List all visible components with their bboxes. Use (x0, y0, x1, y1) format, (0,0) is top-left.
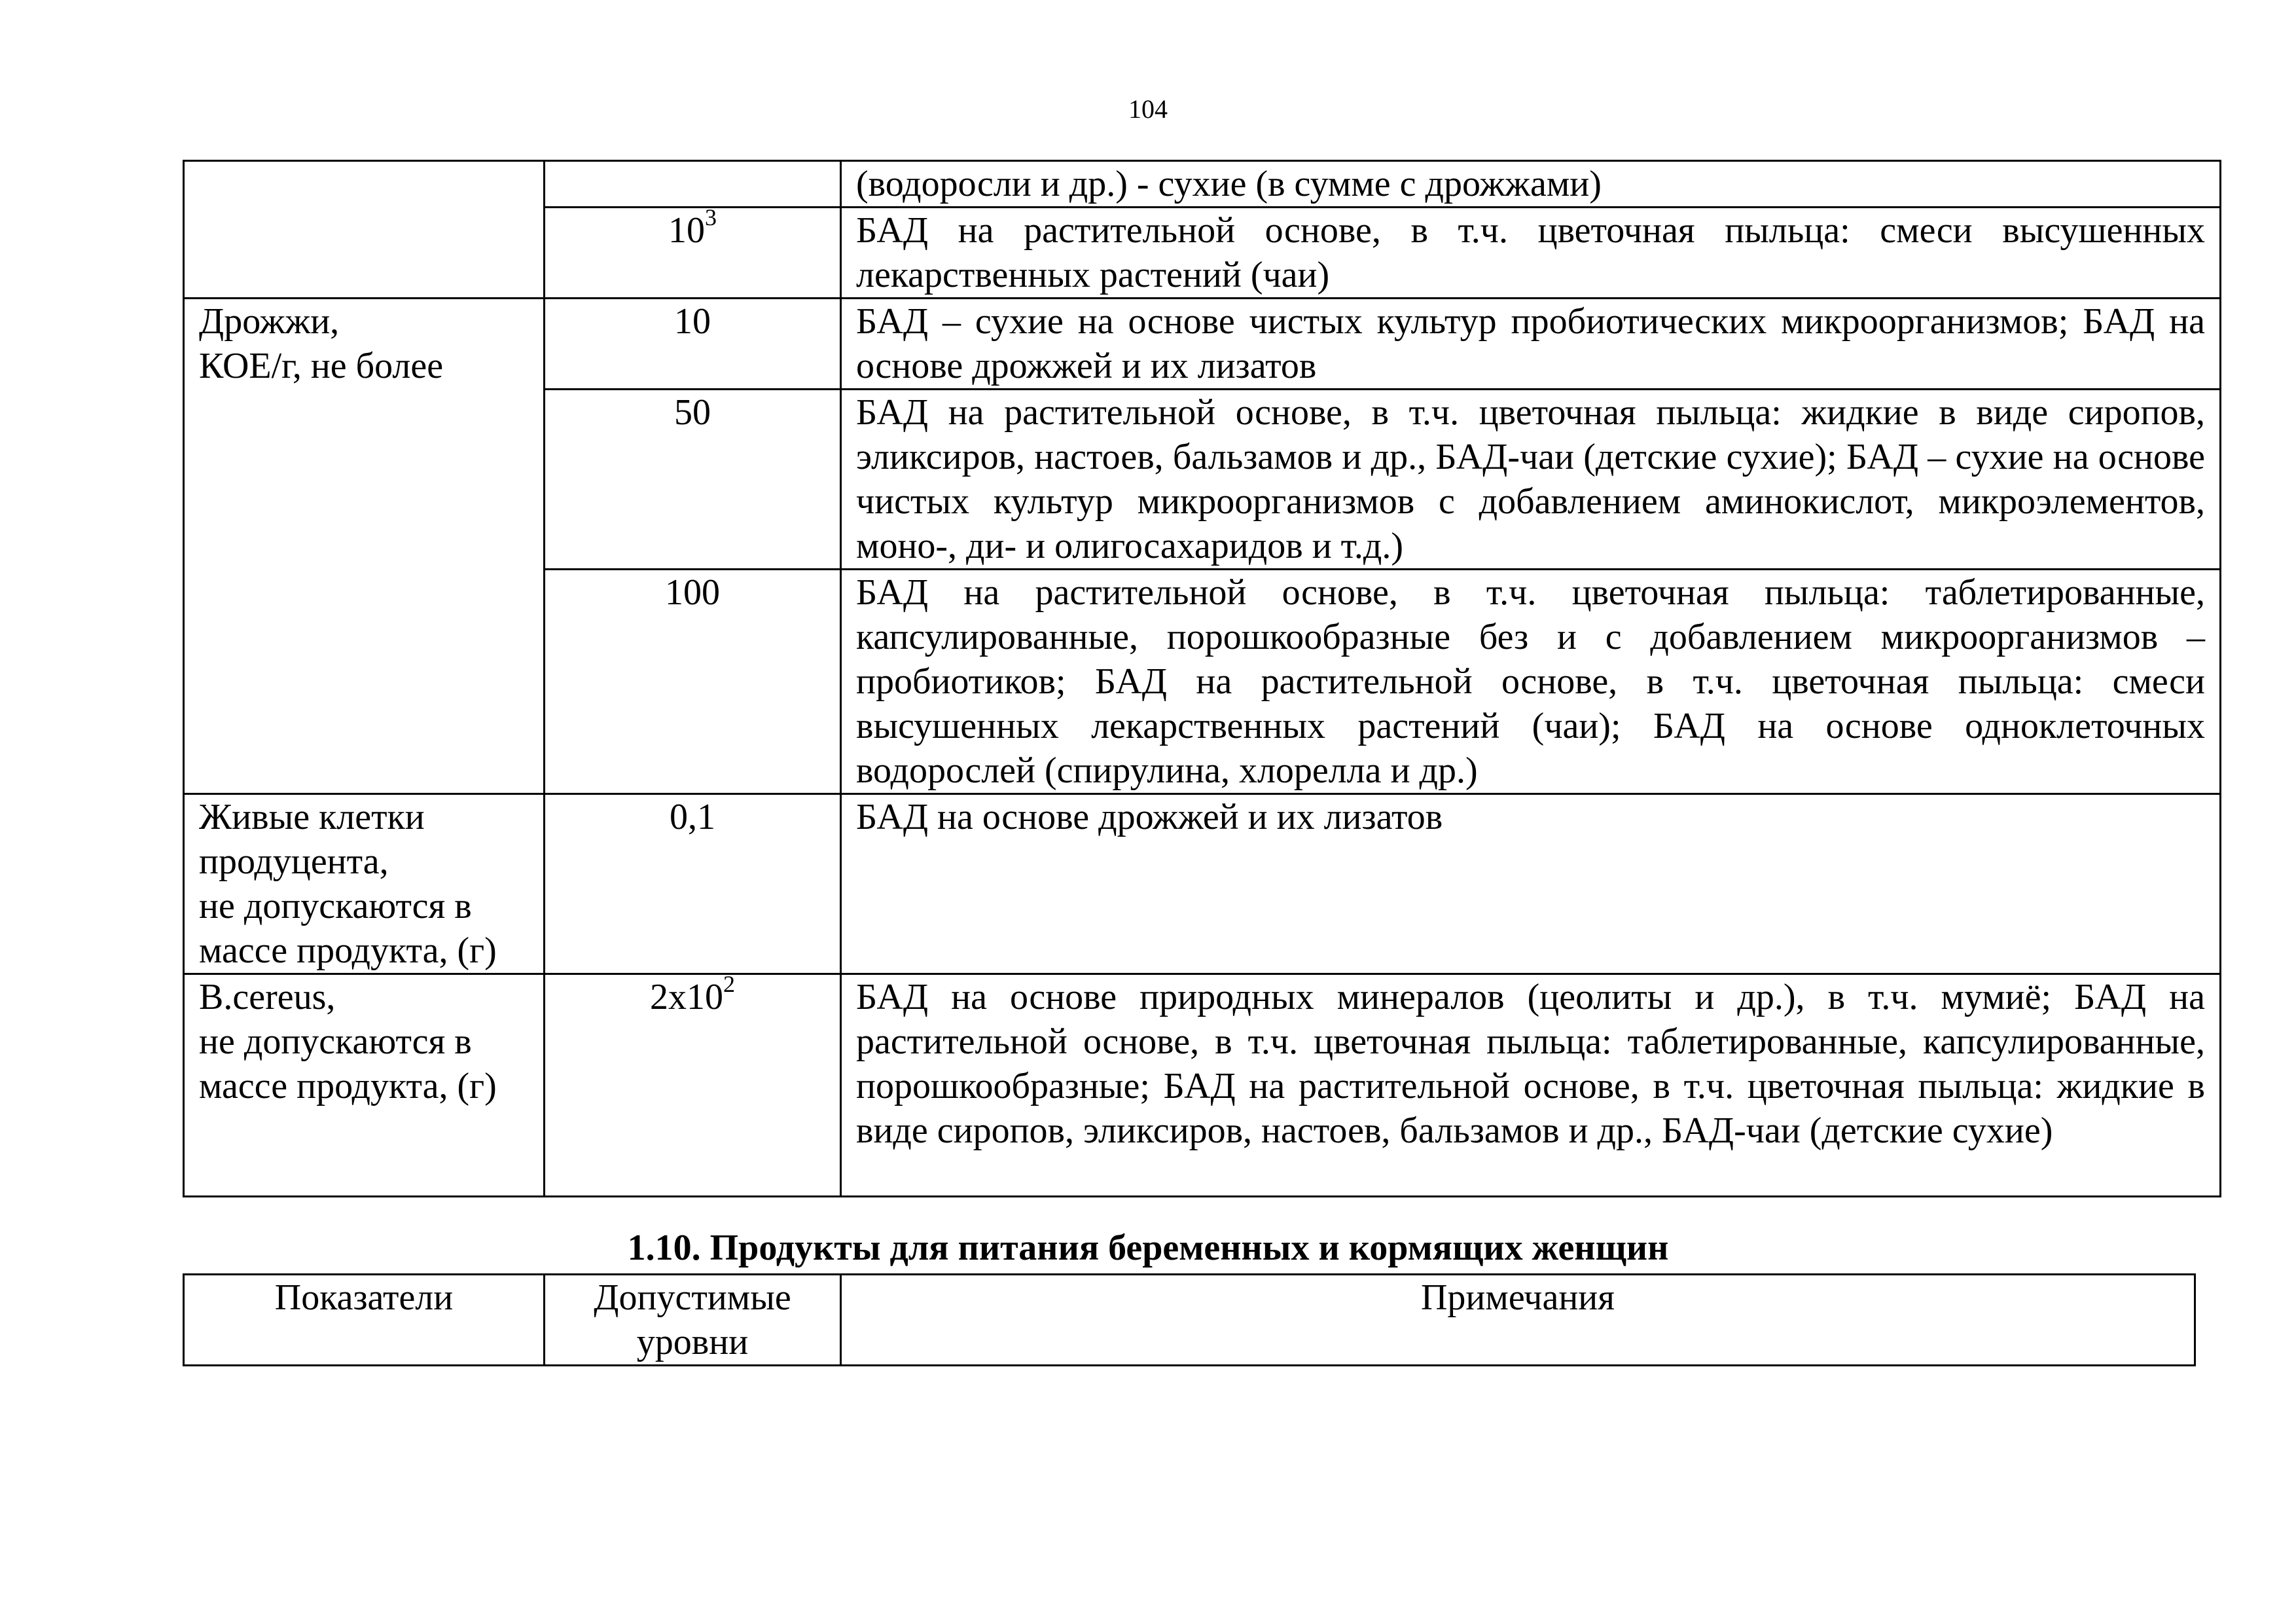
level-cell: 0,1 (545, 794, 841, 974)
level-cell (545, 971, 841, 1197)
table-row (184, 974, 2221, 1197)
section-title: 1.10. Продукты для питания беременных и кормящих женщин (627, 1228, 1669, 1268)
level-cell (545, 161, 841, 208)
note-cell: БАД – сухие на основе чистых культур пробиотических микроорганизмов; БАД на основе дрожжей и их лизатов (841, 299, 2221, 390)
table-row (184, 161, 2221, 208)
page-number: 104 (1128, 94, 1168, 124)
header-indicators: Показатели (184, 1275, 545, 1366)
level-cell: 50 (545, 390, 841, 570)
header-notes: Примечания (841, 1275, 2195, 1366)
indicator-cell: Живые клетки продуцента, не допускаются в массе продукта, (г) (184, 794, 545, 974)
indicator-cell: Дрожжи, КОЕ/г, не более (184, 299, 545, 794)
note-cell: (водоросли и др.) - сухие (в сумме с дрожжами) (841, 161, 2221, 208)
indicator-cell: B.cereus, не допускаются в массе продукта, (г) (184, 974, 545, 1197)
level-cell: 100 (545, 570, 841, 794)
level-value: 2х10 (650, 977, 723, 1017)
note-cell: БАД на основе дрожжей и их лизатов (841, 794, 2221, 974)
table-header-row (184, 1275, 2195, 1366)
note-cell: БАД на растительной основе, в т.ч. цветочная пыльца: жидкие в виде сиропов, эликсиров, настоев, бальзамов и др., БАД-чаи (детские сухие); БАД – сухие на основе чистых культур микроорганизмов с добавлением аминокислот, микроэлементов, моно-, ди- и олигосахаридов и т.д.) (841, 390, 2221, 570)
table-row (184, 299, 2221, 390)
note-cell: БАД на основе природных минералов (цеолиты и др.), в т.ч. мумиё; БАД на растительной основе, в т.ч. цветочная пыльца: таблетированные, капсулированные, порошкообразные; БАД на растительной основе, в т.ч. цветочная пыльца: жидкие в виде сиропов, эликсиров, настоев, бальзамов и др., БАД-чаи (детские сухие) (841, 974, 2221, 1197)
level-exponent: 2 (723, 971, 735, 997)
level-cell (545, 204, 841, 299)
header-permissible-levels: Допустимые уровни (545, 1275, 841, 1366)
level-cell: 10 (545, 299, 841, 390)
indicator-cell (184, 161, 545, 299)
hygiene-requirements-table (183, 160, 2221, 1197)
note-cell: БАД на растительной основе, в т.ч. цветочная пыльца: таблетированные, капсулированные, порошкообразные без и с добавлением микроорганизмов – пробиотиков; БАД на растительной основе, в т.ч. цветочная пыльца: смеси высушенных лекарственных растений (чаи); БАД на основе одноклеточных водорослей (спирулина, хлорелла и др.) (841, 570, 2221, 794)
note-cell: БАД на растительной основе, в т.ч. цветочная пыльца: смеси высушенных лекарственных растений (чаи) (841, 208, 2221, 299)
pregnant-nutrition-table (183, 1273, 2196, 1366)
level-exponent: 3 (705, 204, 717, 230)
table-row (184, 794, 2221, 974)
level-value: 10 (668, 210, 705, 251)
